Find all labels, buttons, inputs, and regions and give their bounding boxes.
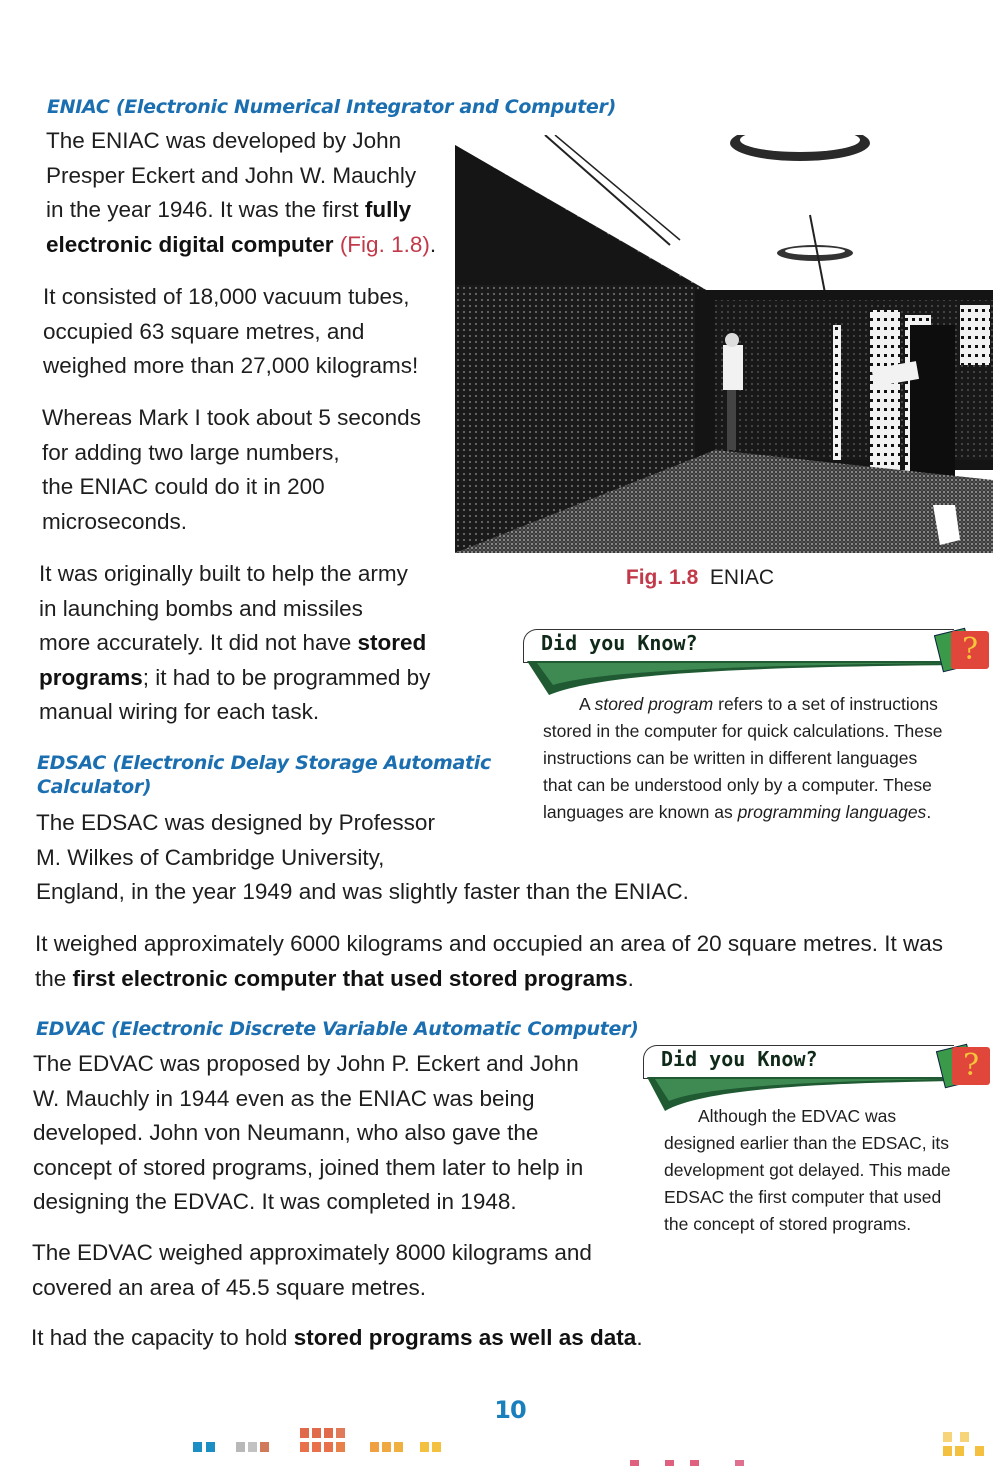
question-mark-icon: ?	[952, 1047, 990, 1085]
text-line: designed earlier than the EDSAC, its	[664, 1133, 950, 1153]
italic-text: stored program	[594, 694, 714, 714]
text-line: weighed more than 27,000 kilograms!	[43, 353, 419, 378]
question-mark-icon: ?	[951, 631, 989, 669]
text-line: manual wiring for each task.	[39, 699, 320, 724]
did-you-know-box-2	[643, 1045, 993, 1245]
text-line: England, in the year 1949 and was slightly faster than the ENIAC.	[36, 879, 689, 904]
text-line: EDSAC the first computer that used	[664, 1187, 942, 1207]
italic-text: programming languages	[737, 802, 927, 822]
did-you-know-title: Did you Know?	[541, 631, 698, 655]
text-line: instructions can be written in different languages	[543, 748, 918, 768]
eniac-paragraph-1	[46, 124, 466, 262]
text-span: It had the capacity to hold	[31, 1325, 294, 1350]
eniac-paragraph-2	[43, 280, 463, 384]
text-span: A	[579, 694, 595, 714]
bold-text: fully	[364, 197, 412, 222]
eniac-paragraph-4	[39, 557, 469, 730]
edvac-paragraph-3	[31, 1321, 671, 1356]
did-you-know-title: Did you Know?	[661, 1047, 818, 1071]
figure-reference-link[interactable]: (Fig. 1.8)	[333, 231, 430, 257]
text-line: Whereas Mark I took about 5 seconds	[42, 405, 421, 430]
text-line	[46, 193, 466, 228]
eniac-photo	[455, 135, 993, 553]
heading-line: Calculator)	[37, 776, 152, 798]
text-line: the ENIAC could do it in 200	[42, 474, 325, 499]
text-span: .	[627, 965, 634, 991]
figure-label: Fig. 1.8	[625, 566, 699, 589]
edsac-paragraph-1	[36, 806, 936, 910]
text-line	[35, 962, 995, 997]
text-line: The EDSAC was designed by Professor	[36, 810, 435, 835]
eniac-paragraph-3	[42, 401, 462, 539]
text-span: in the year 1946. It was the first	[46, 197, 365, 222]
text-line: The ENIAC was developed by John	[46, 128, 402, 153]
text-line	[39, 626, 469, 661]
text-span: refers to a set of instructions	[713, 694, 938, 714]
edvac-paragraph-2	[32, 1236, 652, 1305]
text-span: .	[636, 1325, 643, 1350]
text-span: .	[926, 802, 932, 822]
figure-caption	[500, 566, 900, 590]
edsac-paragraph-2	[35, 927, 995, 996]
text-line: in launching bombs and missiles	[39, 595, 363, 621]
text-span: the	[35, 965, 73, 991]
text-line: the concept of stored programs.	[664, 1214, 912, 1234]
text-span: more accurately. It did not have	[39, 630, 358, 655]
text-line: occupied 63 square metres, and	[43, 318, 365, 344]
edsac-heading	[37, 751, 491, 799]
text-line: concept of stored programs, joined them later to help in	[33, 1154, 584, 1180]
eniac-heading: ENIAC (Electronic Numerical Integrator and Computer)	[47, 96, 616, 118]
text-line: It weighed approximately 6000 kilograms and occupied an area of 20 square metres. It was	[35, 931, 944, 956]
text-line: W. Mauchly in 1944 even as the ENIAC was being	[33, 1085, 535, 1111]
edvac-heading: EDVAC (Electronic Discrete Variable Automatic Computer)	[36, 1018, 639, 1040]
text-line: It was originally built to help the army	[39, 561, 408, 586]
edvac-paragraph-1	[33, 1047, 633, 1220]
footer-decoration	[0, 1420, 1000, 1470]
text-line: The EDVAC weighed approximately 8000 kilograms and	[32, 1240, 592, 1265]
text-line: covered an area of 45.5 square metres.	[32, 1274, 426, 1300]
bold-text: stored programs as well as data	[293, 1325, 637, 1350]
page-number: 10	[494, 1396, 526, 1424]
text-span: ; it had to be programmed by	[142, 664, 431, 690]
did-you-know-text-2	[664, 1103, 994, 1238]
text-line: Presper Eckert and John W. Mauchly	[46, 162, 417, 188]
text-line: microseconds.	[42, 508, 188, 534]
bold-text: stored	[357, 630, 427, 655]
text-line	[46, 228, 466, 263]
text-line: development got delayed. This made	[664, 1160, 951, 1180]
text-line: M. Wilkes of Cambridge University,	[36, 844, 385, 870]
bold-text: first electronic computer that used stored programs	[72, 965, 628, 991]
text-line: developed. John von Neumann, who also gave the	[33, 1120, 539, 1145]
text-line: for adding two large numbers,	[42, 439, 340, 465]
text-line: The EDVAC was proposed by John P. Eckert and John	[33, 1051, 579, 1076]
text-line: stored in the computer for quick calculations. These	[543, 721, 943, 741]
text-span: languages are known as	[543, 802, 738, 822]
text-line: Although the EDVAC was	[698, 1106, 897, 1126]
did-you-know-box-1	[523, 629, 993, 829]
text-line	[39, 661, 469, 696]
eniac-photo-illustration	[455, 135, 993, 553]
heading-line: EDSAC (Electronic Delay Storage Automatic	[37, 752, 491, 774]
text-line: It consisted of 18,000 vacuum tubes,	[43, 284, 410, 309]
bold-text: electronic digital computer	[46, 231, 334, 257]
text-line: designing the EDVAC. It was completed in 1948.	[33, 1189, 517, 1214]
text-span: .	[429, 231, 437, 257]
text-line	[543, 691, 993, 718]
bold-text: programs	[39, 664, 143, 690]
figure-caption-text: ENIAC	[709, 566, 775, 589]
text-line: that can be understood only by a computer. These	[543, 775, 932, 795]
